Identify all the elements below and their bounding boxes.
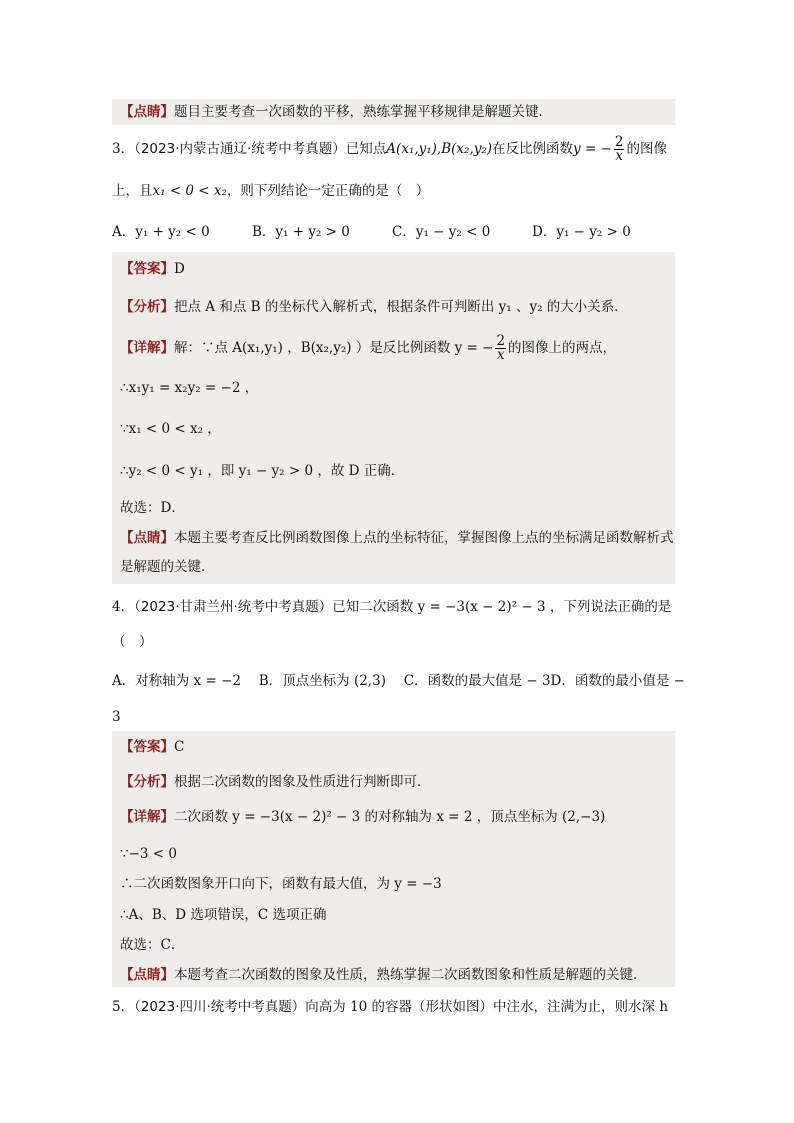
q4-options: A．对称轴为 x = −2 B．顶点坐标为 (2,3) C．函数的最大值是 − 3D．函数的最小值是 − <box>112 673 685 689</box>
q3-options <box>112 221 675 243</box>
q4-answer-label: 【答案】 <box>120 739 174 755</box>
q3-analysis <box>112 296 683 318</box>
q4-tip-text: 本题考查二次函数的图象及性质，熟练掌握二次函数图象和性质是解题的关键． <box>174 967 647 983</box>
q3-frac-den: x <box>615 148 623 164</box>
q3-points: A(x₁,y₁),B(x₂,y₂) <box>386 141 493 157</box>
q4-source: （2023·甘肃兰州·统考中考真题） <box>134 599 333 615</box>
q4-answer <box>112 736 683 758</box>
q4-options-cont: 3 <box>112 709 121 725</box>
q4-analysis-label: 【分析】 <box>120 774 174 790</box>
q3-detail <box>112 335 683 362</box>
q2-tip-label: 【点睛】 <box>120 104 174 120</box>
q3-tip <box>112 524 691 582</box>
q5-number: 5． <box>112 999 135 1015</box>
q3-detail-label: 【详解】 <box>120 340 174 356</box>
q4-number: 4． <box>112 599 135 615</box>
q3-answer-label: 【答案】 <box>120 261 174 277</box>
q4-paren: （ ） <box>112 634 153 650</box>
q3-option-d: D．y₁ − y₂ > 0 <box>532 224 631 240</box>
q3-condition: x₁ < 0 < x₂ <box>152 183 227 199</box>
q4-tip-label: 【点睛】 <box>120 967 174 983</box>
q4-choose: 故选：C． <box>120 937 185 953</box>
q3-detail-a: 解：∵点 A(x₁,y₁) ，B(x₂,y₂) ）是反比例函数 y = − <box>174 340 494 356</box>
q3-answer-value: D <box>174 261 185 277</box>
q3-stem-b: 在反比例函数 <box>492 141 574 157</box>
q4-analysis-text: 根据二次函数的图象及性质进行判断即可． <box>174 774 431 790</box>
q3-answer <box>112 258 683 280</box>
q4-tip <box>112 964 683 986</box>
q5-stem <box>112 996 675 1018</box>
q3-number: 3． <box>112 141 135 157</box>
q4-detail-text: 二次函数 y = −3(x − 2)² − 3 的对称轴为 x = 2 ，顶点坐标为 (2,−3) <box>174 809 606 825</box>
q3-detail-b: 的图像上的两点， <box>508 340 617 356</box>
q3-stem-c: 的图像 <box>626 141 667 157</box>
q3-step2: ∵x₁ < 0 < x₂ ， <box>120 421 221 437</box>
q3-func-lhs: y = − <box>573 141 612 157</box>
q3-stem-a: 已知点 <box>345 141 387 157</box>
q3-stem-line1 <box>112 136 675 163</box>
q3-option-a: A．y₁ + y₂ < 0 <box>112 224 210 240</box>
q4-detail <box>112 806 683 828</box>
q4-detail-label: 【详解】 <box>120 809 174 825</box>
q4-step1: ∵−3 < 0 <box>120 846 177 862</box>
q3-analysis-text: 把点 A 和点 B 的坐标代入解析式，根据条件可判断出 y₁ 、y₂ 的大小关系． <box>174 299 628 315</box>
q4-stem-line1 <box>112 596 675 618</box>
q3-detail-fraction <box>495 335 506 362</box>
q3-fraction <box>614 136 625 163</box>
q4-stem: 已知二次函数 y = −3(x − 2)² − 3 ，下列说法正确的是 <box>332 599 672 615</box>
q3-option-c: C．y₁ − y₂ < 0 <box>392 224 491 240</box>
q4-step3: ∴A、B、D 选项错误，C 选项正确 <box>120 907 327 923</box>
q3-line2-a: 上，且 <box>112 183 153 199</box>
q3-choose: 故选：D． <box>120 500 185 516</box>
q4-step2: ∴二次函数图象开口向下，函数有最大值，为 y = −3 <box>120 876 442 892</box>
q3-step1: ∴x₁y₁ = x₂y₂ = −2 ， <box>120 380 259 396</box>
q3-line2-b: ，则下列结论一定正确的是（ ） <box>226 183 430 199</box>
q5-stem-text: 向高为 10 的容器（形状如图）中注水，注满为止，则水深 h <box>305 999 669 1015</box>
q4-answer-value: C <box>174 739 185 755</box>
q2-tip-text: 题目主要考查一次函数的平移，熟练掌握平移规律是解题关键． <box>174 104 552 120</box>
q3-detail-frac-den: x <box>496 347 505 363</box>
q4-analysis <box>112 771 683 793</box>
q3-frac-num: 2 <box>614 134 624 150</box>
q3-option-b: B．y₁ + y₂ > 0 <box>252 224 350 240</box>
q3-source: （2023·内蒙古通辽·统考中考真题） <box>134 141 346 157</box>
q3-detail-frac-num: 2 <box>496 333 506 349</box>
q5-source: （2023·四川·统考中考真题） <box>134 999 306 1015</box>
q3-step3: ∴y₂ < 0 < y₁ ，即 y₁ − y₂ > 0 ，故 D 正确． <box>120 463 405 479</box>
q3-stem-line2 <box>112 180 675 202</box>
q3-tip-text: 本题主要考查反比例函数图像上点的坐标特征，掌握图像上点的坐标满足函数解析式是解题的关键． <box>120 530 674 575</box>
q2-tip-box <box>112 99 675 125</box>
q3-tip-label: 【点睛】 <box>120 530 174 546</box>
q3-analysis-label: 【分析】 <box>120 299 174 315</box>
